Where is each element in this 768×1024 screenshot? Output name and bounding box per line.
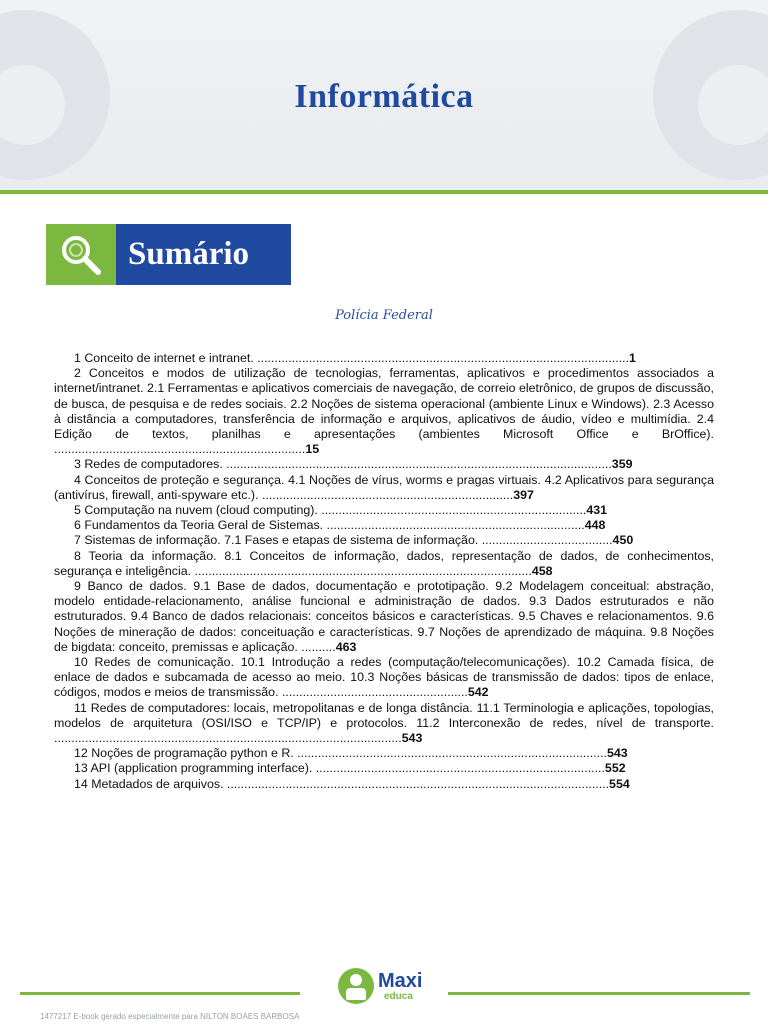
toc-page-number: 1 [629, 351, 636, 365]
toc-page-number: 448 [584, 518, 606, 533]
logo-text: Maxi [378, 970, 423, 992]
toc-entry [54, 746, 714, 761]
maxi-educa-logo [338, 968, 438, 1008]
toc-entry-text: 11 Redes de computadores: locais, metropolitanas e de longa distância. 11.1 Terminologia e aplicações, topologias, modelos de arquitetura (OSI/ISO e TCP/IP) e protocolos. 11.2 Interconexão de redes, nível de transporte. ..................................................................................................... [54, 700, 714, 746]
toc-page-number: 543 [607, 746, 628, 761]
toc-entry [54, 503, 714, 518]
footer-divider-left [20, 992, 300, 995]
toc-entry [54, 761, 714, 776]
toc-page-number: 15 [305, 442, 320, 457]
toc-page-number: 554 [609, 776, 630, 791]
toc-entry-text: 12 Noções de programação python e R. .......................................................................................... [74, 746, 607, 761]
footer-divider-right [448, 992, 750, 995]
logo-mark-icon [338, 968, 374, 1004]
toc-entry-text: 2 Conceitos e modos de utilização de tecnologias, ferramentas, aplicativos e procedimentos associados a internet/intranet. 2.1 Ferramentas e aplicativos comerciais de navegação, de correio eletrônico, de grupos de discussão, de busca, de pesquisa e de redes sociais. 2.2 Noções de sistema operacional (ambiente Linux e Windows). 2.3 Acesso à distância a computadores, transferência de informação e arquivos, aplicativos de áudio, vídeo e multimídia. 2.4 Edição de textos, planilhas e apresentações (ambientes Microsoft Office e BrOffice). ......................................................................... [54, 366, 714, 457]
toc-entry-text: 7 Sistemas de informação. 7.1 Fases e etapas de sistema de informação. ...................................... [74, 533, 613, 548]
toc-entry-text: 3 Redes de computadores. ................................................................................................................ [74, 457, 612, 472]
toc-entry [54, 777, 714, 792]
toc-entry [54, 579, 714, 655]
toc-page-number: 543 [401, 731, 423, 746]
page-title: Informática [294, 78, 474, 115]
toc-entry [54, 351, 714, 366]
toc-entry-text: 9 Banco de dados. 9.1 Base de dados, documentação e prototipação. 9.2 Modelagem conceitual: abstração, modelo entidade-relacionamento, análise funcional e administração de dados. 9.3 Dados estruturados e não estruturados. 9.4 Banco de dados relacionais: conceitos básicos e características. 9.5 Chaves e relacionamentos. 9.6 Noções de mineração de dados: conceituação e características. 9.7 Noções de aprendizado de máquina. 9.8 Noções de bigdata: conceito, premissas e aplicação. .......... [54, 579, 714, 654]
table-of-contents [54, 351, 714, 792]
toc-page-number: 431 [586, 503, 608, 518]
toc-entry-text: 1 Conceito de internet e intranet. ............................................................................................................ [74, 351, 630, 365]
toc-entry [54, 366, 714, 457]
toc-entry [54, 457, 714, 472]
toc-page-number: 463 [335, 639, 357, 654]
toc-entry [54, 518, 714, 533]
page-header [0, 0, 768, 192]
footer-note: 1477217 E-book gerado especialmente para NILTON BOAES BARBOSA [40, 1012, 300, 1021]
header-divider [0, 190, 768, 194]
toc-entry-text: 6 Fundamentos da Teoria Geral de Sistemas. ........................................................................... [74, 518, 585, 533]
toc-page-number: 542 [467, 685, 489, 700]
toc-entry [54, 701, 714, 747]
toc-entry [54, 533, 714, 548]
toc-entry [54, 473, 714, 503]
logo-subtext: educa [384, 991, 413, 1002]
sumario-title: Sumário [116, 224, 291, 285]
toc-page-number: 450 [612, 533, 634, 548]
toc-entry-text: 8 Teoria da informação. 8.1 Conceitos de informação, dados, representação de dados, de conhecimentos, segurança e inteligência. .................................................................................................. [54, 548, 714, 578]
toc-page-number: 359 [611, 457, 633, 472]
subtitle: Polícia Federal [335, 308, 433, 323]
sumario-banner [46, 224, 291, 285]
toc-entry-text: 10 Redes de comunicação. 10.1 Introdução a redes (computação/telecomunicações). 10.2 Camada física, de enlace de dados e subcamada de acesso ao meio. 10.3 Noções básicas de transmissão de dados: tipos de enlace, códigos, modos e meios de transmissão. ...................................................... [54, 655, 714, 700]
toc-entry [54, 655, 714, 701]
toc-page-number: 552 [604, 761, 626, 776]
search-icon [46, 224, 116, 285]
toc-page-number: 397 [513, 487, 534, 502]
toc-entry-text: 4 Conceitos de proteção e segurança. 4.1 Noções de vírus, worms e pragas virtuais. 4.2 Aplicativos para segurança (antivírus, firewall, anti-spyware etc.). ......................................................................... [54, 472, 714, 502]
toc-page-number: 458 [531, 563, 553, 578]
toc-entry-text: 5 Computação na nuvem (cloud computing). ............................................................................. [74, 503, 587, 518]
toc-entry-text: 13 API (application programming interface). .................................................................................... [74, 761, 605, 776]
toc-entry-text: 14 Metadados de arquivos. ............................................................................................................... [74, 776, 610, 791]
toc-entry [54, 549, 714, 579]
